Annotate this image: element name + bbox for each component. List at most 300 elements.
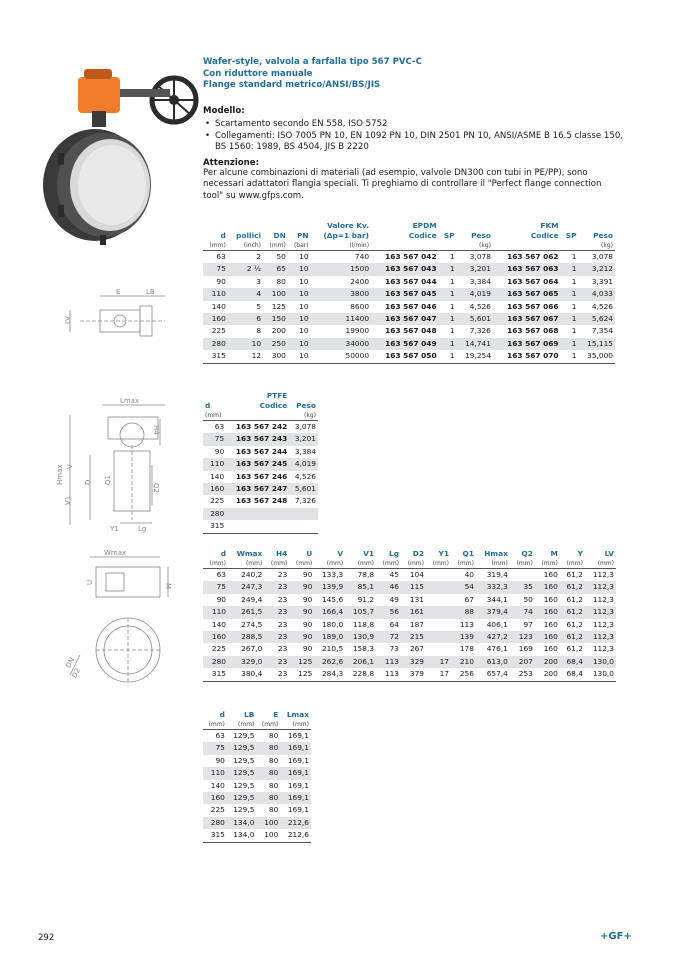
table-cell: 169 [518, 644, 533, 654]
table-row [203, 483, 318, 495]
table-cell: 267,0 [241, 644, 263, 654]
table-cell: 61,2 [566, 570, 583, 579]
table-cell: 274,5 [241, 619, 263, 629]
th-d: d (mm) [203, 549, 228, 569]
table-cell: 160 [543, 619, 558, 629]
table-row [203, 804, 311, 816]
table-row [203, 829, 311, 842]
label-m: M [164, 583, 172, 590]
table-cell: 163 567 243 [226, 433, 289, 445]
table-cell: 212,6 [280, 829, 311, 842]
table-cell: 90 [214, 446, 225, 456]
table-cell: 12 [228, 350, 263, 363]
table-cell: 315 [203, 520, 226, 533]
table-cell: 112,3 [585, 581, 616, 593]
table-cell: 61,2 [566, 594, 583, 604]
table-cell: 63 [216, 570, 226, 579]
table-cell: 1 [561, 288, 579, 300]
table-cell: 5,601 [289, 483, 318, 495]
table-cell: 163 567 242 [235, 422, 288, 431]
table-cell: 2 ½ [228, 263, 263, 275]
table-cell: 80 [268, 731, 279, 740]
table-cell: 261,5 [228, 606, 264, 618]
table-cell: 63 [216, 252, 226, 261]
label-lv: LV [64, 316, 72, 324]
table-dimensions [203, 549, 616, 682]
table-cell: 50000 [311, 350, 371, 363]
table-cell: 90 [302, 619, 313, 629]
table-cell: 15,115 [579, 338, 616, 350]
table-cell: 160 [535, 581, 560, 593]
table-cell: 169,1 [280, 742, 311, 754]
table-cell: 100 [256, 817, 280, 829]
label-q1: Q1 [104, 475, 112, 485]
table-cell: 68,4 [560, 668, 585, 681]
table-cell: 3,078 [469, 252, 491, 261]
table-row [203, 301, 615, 313]
table-cell: 129,5 [227, 742, 257, 754]
table-cell: 1 [439, 288, 457, 300]
table-codes-epdm-fkm [203, 221, 615, 364]
table-row [203, 730, 311, 743]
table-cell: 112,3 [585, 606, 616, 618]
table-cell: 613,0 [476, 656, 510, 668]
table-cell: 163 567 246 [235, 471, 288, 481]
th-q1: Q1 (mm) [451, 549, 476, 569]
table-cell: 1 [561, 263, 579, 275]
th-lb: LB (mm) [227, 710, 257, 730]
table-cell: 379 [401, 668, 426, 681]
table-cell: 139,9 [314, 581, 345, 593]
table-row [203, 508, 318, 520]
table-cell: 35,000 [579, 350, 616, 363]
table-cell: 90 [216, 276, 226, 286]
table-cell: 90 [216, 594, 226, 604]
table-cell: 169,1 [287, 755, 309, 765]
table-cell: 100 [263, 288, 288, 300]
table-cell: 189,0 [314, 631, 345, 643]
table-cell: 150 [263, 313, 288, 325]
table-cell: 200 [535, 668, 560, 681]
table-cell: 50 [523, 594, 533, 604]
table-cell: 163 567 045 [371, 288, 439, 300]
table-cell: 130,0 [585, 656, 616, 668]
table-cell: 315 [203, 350, 228, 363]
label-lb: LB [146, 288, 155, 296]
th-peso: Peso (kg) [579, 221, 616, 251]
table-cell: 315 [203, 668, 228, 681]
table-cell: 212,6 [280, 817, 311, 829]
table-row [203, 656, 616, 668]
table-cell: 75 [203, 263, 228, 275]
table-cell: 163 567 049 [371, 338, 439, 350]
table-cell: 200 [535, 656, 560, 668]
table-cell: 1 [449, 252, 455, 261]
table-row [203, 313, 615, 325]
table-row [203, 520, 318, 533]
table-cell: 163 567 066 [507, 301, 559, 311]
table-cell: 75 [203, 742, 227, 754]
table-cell: 207 [510, 656, 535, 668]
table-cell: 112,3 [585, 631, 616, 643]
th-lmax: Lmax (mm) [280, 710, 311, 730]
table-cell: 63 [215, 731, 225, 740]
table-cell [426, 606, 451, 618]
table-cell: 68,4 [560, 656, 585, 668]
table-cell: 3,212 [579, 263, 616, 275]
label-y1: Y1 [110, 525, 119, 533]
table-cell: 163 567 069 [493, 338, 561, 350]
table-cell: 160 [203, 631, 228, 643]
table-cell: 110 [203, 767, 227, 779]
table-cell: 406,1 [486, 619, 508, 629]
label-d2: D2 [70, 666, 83, 680]
th-d: d (mm) [203, 221, 228, 251]
table-cell [510, 569, 535, 582]
table-cell: 90 [289, 581, 314, 593]
table-cell: 7,326 [469, 326, 491, 336]
table-cell: 1 [439, 263, 457, 275]
table-cell: 1 [439, 338, 457, 350]
table-cell: 3,201 [289, 433, 318, 445]
table-cell: 5 [256, 301, 262, 311]
table-cell: 61,2 [566, 619, 583, 629]
th-epdm-codice: EPDM Codice [371, 221, 439, 251]
table-cell: 160 [535, 606, 560, 618]
table-cell: 4 [228, 288, 263, 300]
table-cell: 4,019 [289, 458, 318, 470]
table-cell: 1 [449, 326, 455, 336]
table-cell: 379,4 [476, 606, 510, 618]
table-cell: 80 [268, 755, 279, 765]
table-cell: 10 [299, 326, 309, 336]
table-cell: 1 [571, 301, 577, 311]
table-cell: 133,3 [321, 570, 344, 579]
table-cell: 262,6 [314, 656, 345, 668]
table-cell: 112,3 [592, 619, 614, 629]
table-row [203, 495, 318, 507]
table-cell: 64 [389, 619, 400, 629]
table-cell: 1 [561, 350, 579, 363]
table-cell: 74 [510, 606, 535, 618]
table-cell: 19900 [345, 326, 370, 336]
table-cell: 319,4 [486, 570, 508, 579]
table-cell: 300 [263, 350, 288, 363]
table-cell: 61,2 [560, 581, 585, 593]
table-cell: 210 [451, 656, 476, 668]
table-row [203, 606, 616, 618]
table-dimensions-lengths [203, 710, 311, 843]
th-e: E (mm) [256, 710, 280, 730]
table-cell: 61,2 [560, 631, 585, 643]
table-cell: 80 [256, 792, 280, 804]
table-cell: 34000 [311, 338, 371, 350]
table-cell: 35 [510, 581, 535, 593]
table-cell: 129,5 [233, 780, 255, 790]
table-cell: 19,254 [457, 350, 493, 363]
table-cell: 240,2 [241, 570, 263, 579]
table-cell [426, 631, 451, 643]
table-cell: 160 [203, 483, 226, 495]
table-cell: 228,8 [345, 668, 376, 681]
table-row [203, 780, 311, 792]
table-cell: 45 [389, 570, 400, 579]
table-cell: 78,8 [357, 570, 375, 579]
table-cell: 139 [451, 631, 476, 643]
table-cell [289, 520, 318, 533]
th-m: M (mm) [535, 549, 560, 569]
table-row [203, 446, 318, 458]
table-cell: 163 567 046 [385, 301, 437, 311]
table-cell: 280 [203, 817, 227, 829]
table-cell: 23 [277, 619, 288, 629]
table-cell: 112,3 [592, 644, 614, 654]
table-row [203, 251, 615, 264]
table-cell: 160 [543, 570, 558, 579]
table-cell: 476,1 [486, 644, 508, 654]
th-peso: Peso (kg) [457, 221, 493, 251]
table-cell: 125 [289, 668, 314, 681]
table-cell: 112,3 [592, 570, 614, 579]
table-cell: 17 [426, 668, 451, 681]
table-cell [426, 643, 451, 655]
table-cell: 4,033 [579, 288, 616, 300]
table-cell: 315 [203, 829, 227, 842]
table-cell: 4,526 [469, 301, 491, 311]
table-cell: 10 [288, 263, 311, 275]
table-cell: 187 [409, 619, 424, 629]
table-cell: 90 [289, 606, 314, 618]
table-row [203, 643, 616, 655]
table-cell: 280 [203, 338, 228, 350]
label-d: D [84, 479, 92, 485]
table-cell: 140 [210, 471, 225, 481]
table-cell: 1 [439, 313, 457, 325]
table-cell: 740 [354, 252, 370, 261]
table-cell: 3,078 [591, 252, 613, 261]
table-cell [426, 619, 451, 631]
th-d: d (mm) [203, 710, 227, 730]
label-lg: Lg [138, 525, 147, 533]
table-cell: 3,391 [591, 276, 613, 286]
table-cell: 169,1 [280, 792, 311, 804]
th-sp: SP [439, 221, 457, 251]
table-cell: 169,1 [287, 731, 309, 740]
table-cell: 88 [451, 606, 476, 618]
label-v: V [66, 464, 74, 469]
table-cell: 6 [228, 313, 263, 325]
table-cell: 50 [276, 252, 286, 261]
table-cell: 130,9 [345, 631, 376, 643]
table-cell: 129,5 [227, 792, 257, 804]
table-cell: 129,5 [227, 767, 257, 779]
table-cell: 140 [210, 780, 225, 790]
table-cell: 115 [401, 581, 426, 593]
table-cell: 160 [203, 313, 228, 325]
table-cell: 178 [459, 644, 474, 654]
label-q2: Q2 [152, 483, 160, 493]
table-cell [426, 569, 451, 582]
modello-bullet: • Scartamento secondo EN 558, ISO 5752 [215, 119, 643, 131]
table-row [203, 325, 615, 337]
table-cell: 10 [288, 288, 311, 300]
th-lv: LV (mm) [585, 549, 616, 569]
table-cell: 160 [543, 594, 558, 604]
table-row [203, 421, 318, 434]
table-cell: 2 [256, 252, 262, 261]
table-cell: 169,1 [287, 780, 309, 790]
table-cell: 163 567 068 [507, 326, 559, 336]
table-cell: 134,0 [227, 817, 257, 829]
table-cell: 75 [203, 581, 228, 593]
table-cell: 225 [211, 644, 226, 654]
attenzione-heading: Attenzione: [203, 157, 260, 168]
table-cell: 163 567 042 [385, 252, 437, 261]
table-cell: 160 [203, 792, 227, 804]
table-cell: 1 [561, 338, 579, 350]
table-cell: 90 [289, 631, 314, 643]
th-u: U (mm) [289, 549, 314, 569]
th-kv: Valore Kv. (Δp=1 bar) (l/min) [311, 221, 371, 251]
table-cell: 8600 [350, 301, 370, 311]
table-row [203, 594, 616, 606]
table-cell: 225 [211, 326, 226, 336]
table-cell [289, 508, 318, 520]
modello-bullet-cont: BS 1560: 1989, BS 4504, JIS B 2220 [215, 142, 369, 152]
table-cell: 85,1 [345, 581, 376, 593]
table-cell: 215 [401, 631, 426, 643]
table-cell: 110 [203, 458, 226, 470]
table-cell: 1 [561, 313, 579, 325]
table-cell: 225 [210, 805, 225, 815]
table-cell: 113 [459, 619, 474, 629]
table-cell: 288,5 [228, 631, 264, 643]
table-cell: 14,741 [457, 338, 493, 350]
table-cell: 110 [203, 606, 228, 618]
table-cell: 1500 [311, 263, 371, 275]
table-row [203, 569, 616, 582]
table-cell: 5,624 [579, 313, 616, 325]
table-cell [226, 520, 289, 533]
table-cell: 163 567 244 [235, 446, 288, 456]
table-cell: 163 567 062 [507, 252, 559, 261]
table-cell: 166,4 [314, 606, 345, 618]
table-cell: 118,8 [352, 619, 375, 629]
table-cell: 163 567 070 [493, 350, 561, 363]
table-cell: 65 [263, 263, 288, 275]
page-number: 292 [38, 933, 55, 943]
title-line-2: Con riduttore manuale [203, 68, 313, 79]
table-cell: 158,3 [352, 644, 375, 654]
table-row [203, 755, 311, 767]
table-cell: 280 [203, 656, 228, 668]
modello-heading: Modello: [203, 106, 245, 116]
table-cell: 163 567 044 [385, 276, 437, 286]
table-cell: 130,0 [585, 668, 616, 681]
table-cell: 23 [277, 594, 288, 604]
th-y1: Y1 (mm) [426, 549, 451, 569]
table-cell: 329,0 [228, 656, 264, 668]
th-y: Y (mm) [560, 549, 585, 569]
attenzione-line: tool" su www.gfps.com. [203, 190, 304, 201]
table-cell: 4,526 [294, 471, 316, 481]
table-cell: 427,2 [476, 631, 510, 643]
title-line-1: Wafer-style, valvola a farfalla tipo 567 PVC-C [203, 57, 422, 67]
table-cell: 10 [288, 338, 311, 350]
table-cell: 169,1 [280, 767, 311, 779]
modello-bullet: • Collegamenti: ISO 7005 PN 10, EN 1092 PN 10, DIN 2501 PN 10, ANSI/ASME B 16.5 classe 150, [215, 131, 643, 143]
table-cell: 7,326 [294, 496, 316, 506]
table-cell: 8 [256, 326, 262, 336]
table-cell: 131 [409, 594, 424, 604]
table-cell: 7,354 [591, 326, 613, 336]
th-pn: PN (bar) [288, 221, 311, 251]
table-cell: 61,2 [560, 606, 585, 618]
table-cell: 344,1 [486, 594, 508, 604]
table-cell: 267 [409, 644, 424, 654]
th-q2: Q2 (mm) [510, 549, 535, 569]
modello-section [203, 106, 643, 202]
table-cell: 63 [214, 422, 225, 431]
technical-drawing-front [40, 395, 200, 540]
table-cell: 657,4 [476, 668, 510, 681]
table-row [203, 338, 615, 350]
table-cell: 3 [256, 276, 262, 286]
table-cell: 80 [276, 276, 286, 286]
technical-drawing-top [40, 545, 200, 690]
table-cell: 210,5 [321, 644, 344, 654]
label-v1: V1 [64, 495, 72, 505]
table-row [203, 767, 311, 779]
table-cell: 1 [571, 252, 577, 261]
table-cell: 3,078 [294, 422, 316, 431]
table-cell: 40 [464, 570, 474, 579]
table-cell: 10 [288, 350, 311, 363]
title-line-3: Flange standard metrico/ANSI/BS/JIS [203, 80, 381, 90]
table-cell: 125 [271, 301, 286, 311]
table-cell: 129,5 [233, 755, 255, 765]
table-cell: 200 [271, 326, 286, 336]
table-cell: 5,601 [457, 313, 493, 325]
table-cell: 1 [571, 326, 577, 336]
table-cell: 225 [210, 496, 225, 506]
table-cell: 4,526 [591, 301, 613, 311]
table-cell: 1 [449, 276, 455, 286]
th-peso: Peso (kg) [289, 391, 318, 421]
table-cell: 256 [451, 668, 476, 681]
label-h4: H4 [152, 425, 160, 435]
table-cell: 129,5 [233, 731, 255, 740]
label-u: U [86, 579, 94, 585]
table-cell: 23 [277, 570, 288, 579]
table-cell: 163 567 047 [371, 313, 439, 325]
table-row [203, 817, 311, 829]
table-cell: 49 [389, 594, 400, 604]
attenzione-line: Per alcune combinazioni di materiali (ad esempio, valvole DN300 con tubi in PE/PP), sono [203, 167, 588, 178]
th-hmax: Hmax (mm) [476, 549, 510, 569]
table-row [203, 581, 616, 593]
table-cell: 253 [510, 668, 535, 681]
table-cell: 206,1 [345, 656, 376, 668]
table-cell: 113 [376, 668, 401, 681]
table-cell: 100 [256, 829, 280, 842]
table-cell: 10 [299, 252, 309, 261]
table-cell: 10 [228, 338, 263, 350]
table-cell: 1 [449, 301, 455, 311]
table-cell: 163 567 247 [226, 483, 289, 495]
table-cell: 56 [376, 606, 401, 618]
table-cell: 105,7 [345, 606, 376, 618]
